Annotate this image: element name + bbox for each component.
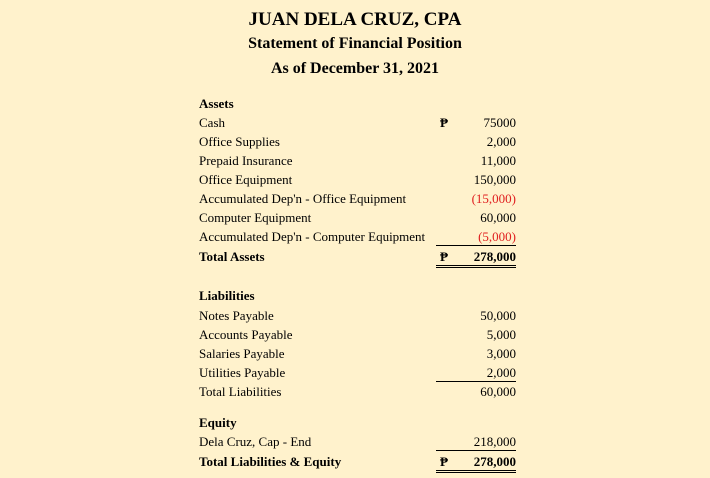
asset-label-accum-dep-computer: Accumulated Dep'n - Computer Equipment — [199, 229, 426, 244]
total-liabilities-amount: 60,000 — [480, 384, 516, 399]
asset-amount-accum-dep-office: (15,000) — [471, 191, 516, 206]
company-name: JUAN DELA CRUZ, CPA — [248, 9, 462, 30]
asset-amount-accum-dep-computer: (5,000) — [436, 229, 516, 246]
asset-amount-cash: 75000 — [483, 115, 516, 130]
liability-amount-notes-payable: 50,000 — [480, 308, 516, 323]
equity-amount-capital: 218,000 — [436, 434, 516, 451]
total-assets-label: Total Assets — [199, 249, 265, 264]
asset-label-office-supplies: Office Supplies — [199, 134, 280, 149]
peso-sign-cash: ₱ — [440, 115, 448, 130]
asset-amount-office-supplies: 2,000 — [486, 134, 516, 149]
assets-heading: Assets — [199, 96, 234, 111]
liability-label-utilities-payable: Utilities Payable — [199, 365, 286, 380]
asset-label-cash: Cash — [199, 115, 225, 130]
statement-title: Statement of Financial Position — [248, 35, 462, 52]
liability-label-notes-payable: Notes Payable — [199, 308, 274, 323]
statement-date: As of December 31, 2021 — [270, 60, 440, 77]
total-assets-amount: 278,000 — [436, 249, 516, 268]
peso-sign-total-assets: ₱ — [440, 249, 448, 264]
liabilities-heading: Liabilities — [199, 288, 255, 303]
asset-amount-prepaid-insurance: 11,000 — [480, 153, 516, 168]
liability-label-accounts-payable: Accounts Payable — [199, 327, 293, 342]
total-liabilities-equity-label: Total Liabilities & Equity — [199, 454, 342, 469]
liability-amount-accounts-payable: 5,000 — [486, 327, 516, 342]
total-liabilities-equity-amount: 278,000 — [436, 454, 516, 473]
asset-label-office-equipment: Office Equipment — [199, 172, 293, 187]
total-liabilities-label: Total Liabilities — [199, 384, 282, 399]
liability-label-salaries-payable: Salaries Payable — [199, 346, 285, 361]
peso-sign-total-liabilities-equity: ₱ — [440, 454, 448, 469]
liability-amount-salaries-payable: 3,000 — [486, 346, 516, 361]
asset-amount-computer-equipment: 60,000 — [480, 210, 516, 225]
equity-label-capital: Dela Cruz, Cap - End — [199, 434, 312, 449]
liability-amount-utilities-payable: 2,000 — [436, 365, 516, 382]
asset-amount-office-equipment: 150,000 — [473, 172, 516, 187]
asset-label-computer-equipment: Computer Equipment — [199, 210, 312, 225]
asset-label-prepaid-insurance: Prepaid Insurance — [199, 153, 293, 168]
equity-heading: Equity — [199, 415, 237, 430]
asset-label-accum-dep-office: Accumulated Dep'n - Office Equipment — [199, 191, 407, 206]
